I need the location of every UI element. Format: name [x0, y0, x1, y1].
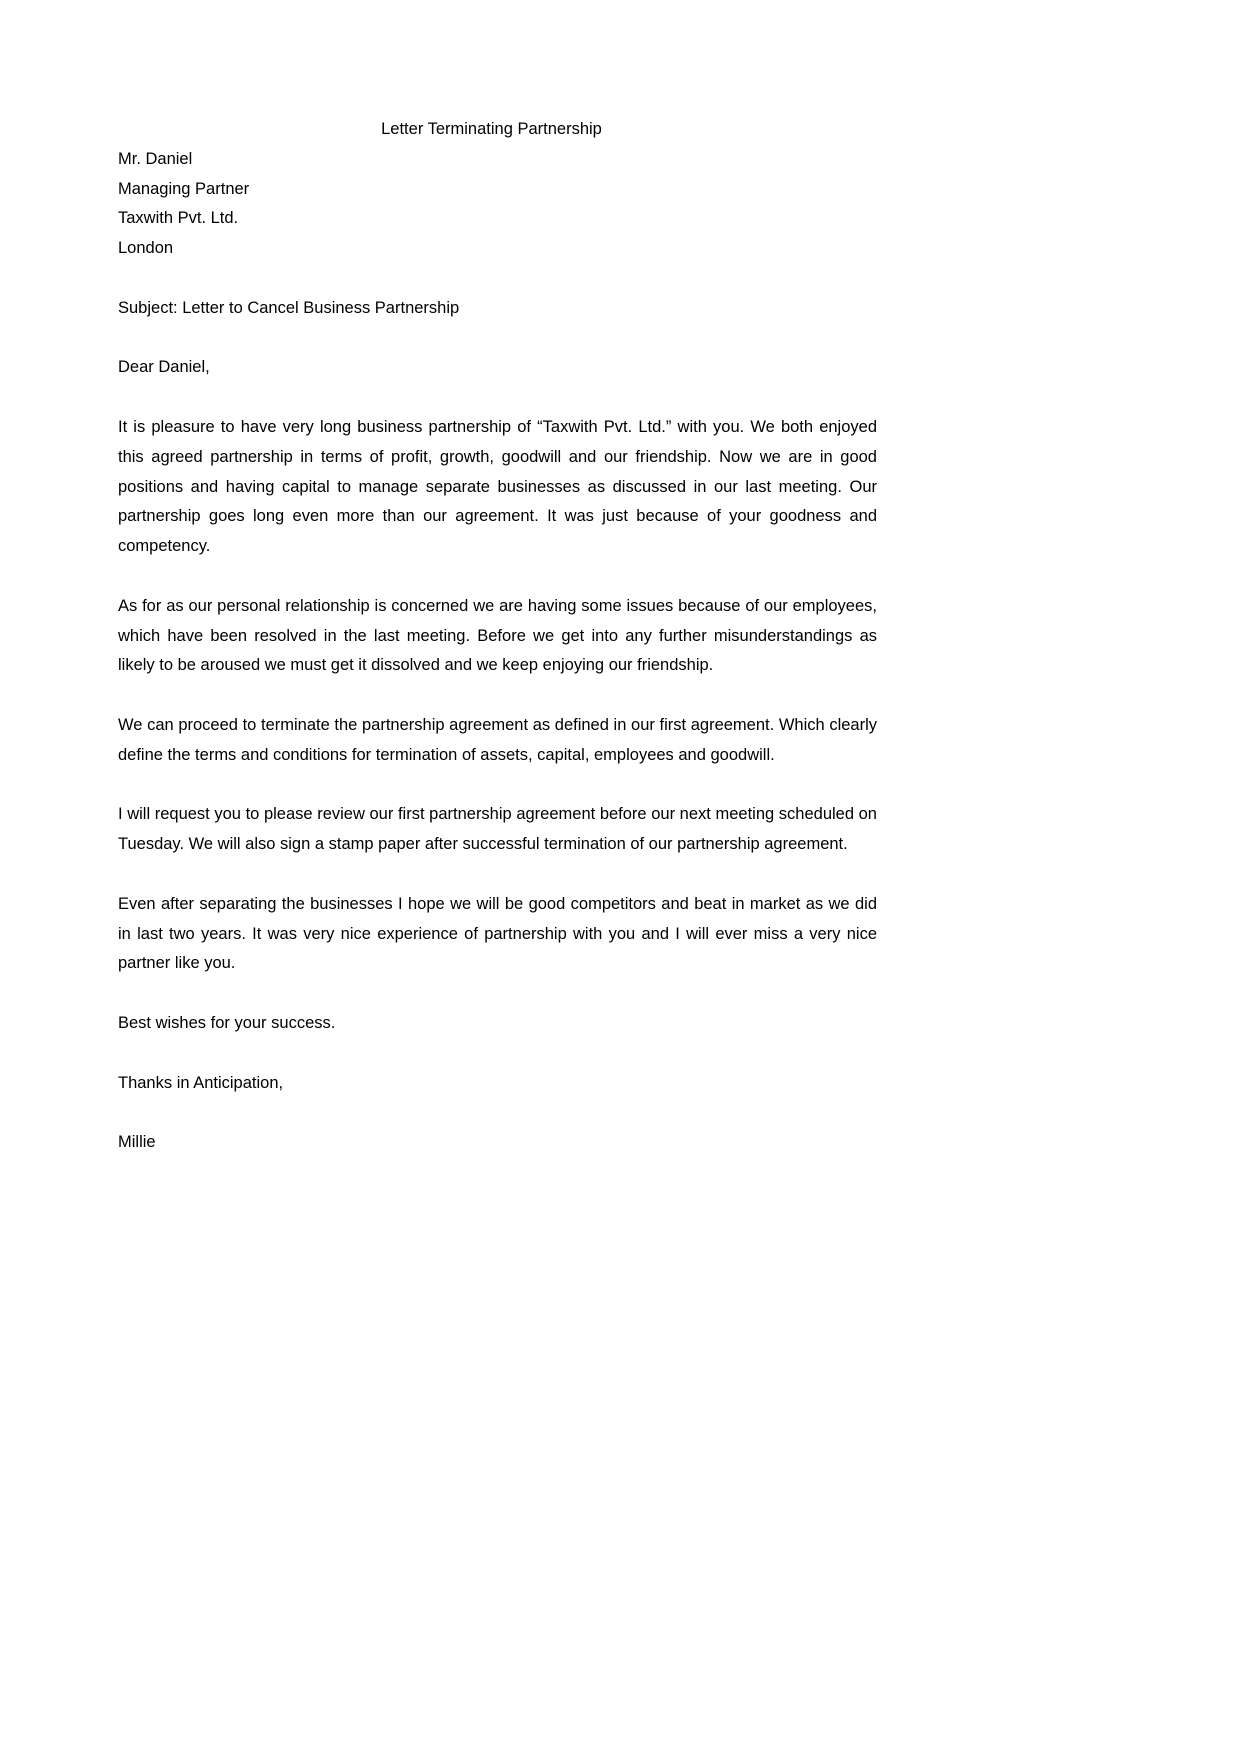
recipient-company: Taxwith Pvt. Ltd.	[118, 209, 239, 228]
spacer	[118, 383, 877, 413]
recipient-position: Managing Partner	[118, 179, 250, 198]
spacer	[118, 562, 877, 592]
spacer	[118, 1098, 877, 1128]
letter-body	[118, 115, 877, 1158]
spacer	[118, 1039, 877, 1069]
letter-subject: Subject: Letter to Cancel Business Partnership	[118, 298, 460, 317]
body-paragraph: It is pleasure to have very long business partnership of “Taxwith Pvt. Ltd.” with you. We both enjoyed this agreed partnership in terms of profit, growth, goodwill and our friendship. Now we are in good positions and having capital to manage separate businesses as discussed in our last meeting. Our partnership goes long even more than our agreement. It was just because of your goodness and competency.	[118, 417, 877, 556]
recipient-name: Mr. Daniel	[118, 149, 193, 168]
letter-salutation: Dear Daniel,	[118, 358, 210, 377]
spacer	[118, 324, 877, 354]
body-paragraph: As for as our personal relationship is concerned we are having some issues because of our employees, which have been resolved in the last meeting. Before we get into any further misunderstandings as likely to be aroused we must get it dissolved and we keep enjoying our friendship.	[118, 596, 877, 675]
letter-closing: Thanks in Anticipation,	[118, 1073, 284, 1092]
spacer	[118, 264, 877, 294]
recipient-address	[118, 145, 877, 264]
recipient-city: London	[118, 239, 174, 258]
letter-title: Letter Terminating Partnership	[381, 120, 602, 138]
spacer	[118, 979, 877, 1009]
body-paragraph: Even after separating the businesses I hope we will be good competitors and beat in market as we did in last two years. It was very nice experience of partnership with you and I will ever miss a very nice partner like you.	[118, 894, 877, 973]
letter-wishes: Best wishes for your success.	[118, 1013, 336, 1032]
spacer	[118, 860, 877, 890]
body-paragraph: I will request you to please review our first partnership agreement before our next meeting scheduled on Tuesday. We will also sign a stamp paper after successful termination of our partnership agreement.	[118, 805, 877, 854]
spacer	[118, 771, 877, 801]
letter-signature: Millie	[118, 1133, 156, 1152]
spacer	[118, 681, 877, 711]
body-paragraph: We can proceed to terminate the partnership agreement as defined in our first agreement. Which clearly define the terms and conditions for termination of assets, capital, employees and goodwill.	[118, 715, 877, 764]
